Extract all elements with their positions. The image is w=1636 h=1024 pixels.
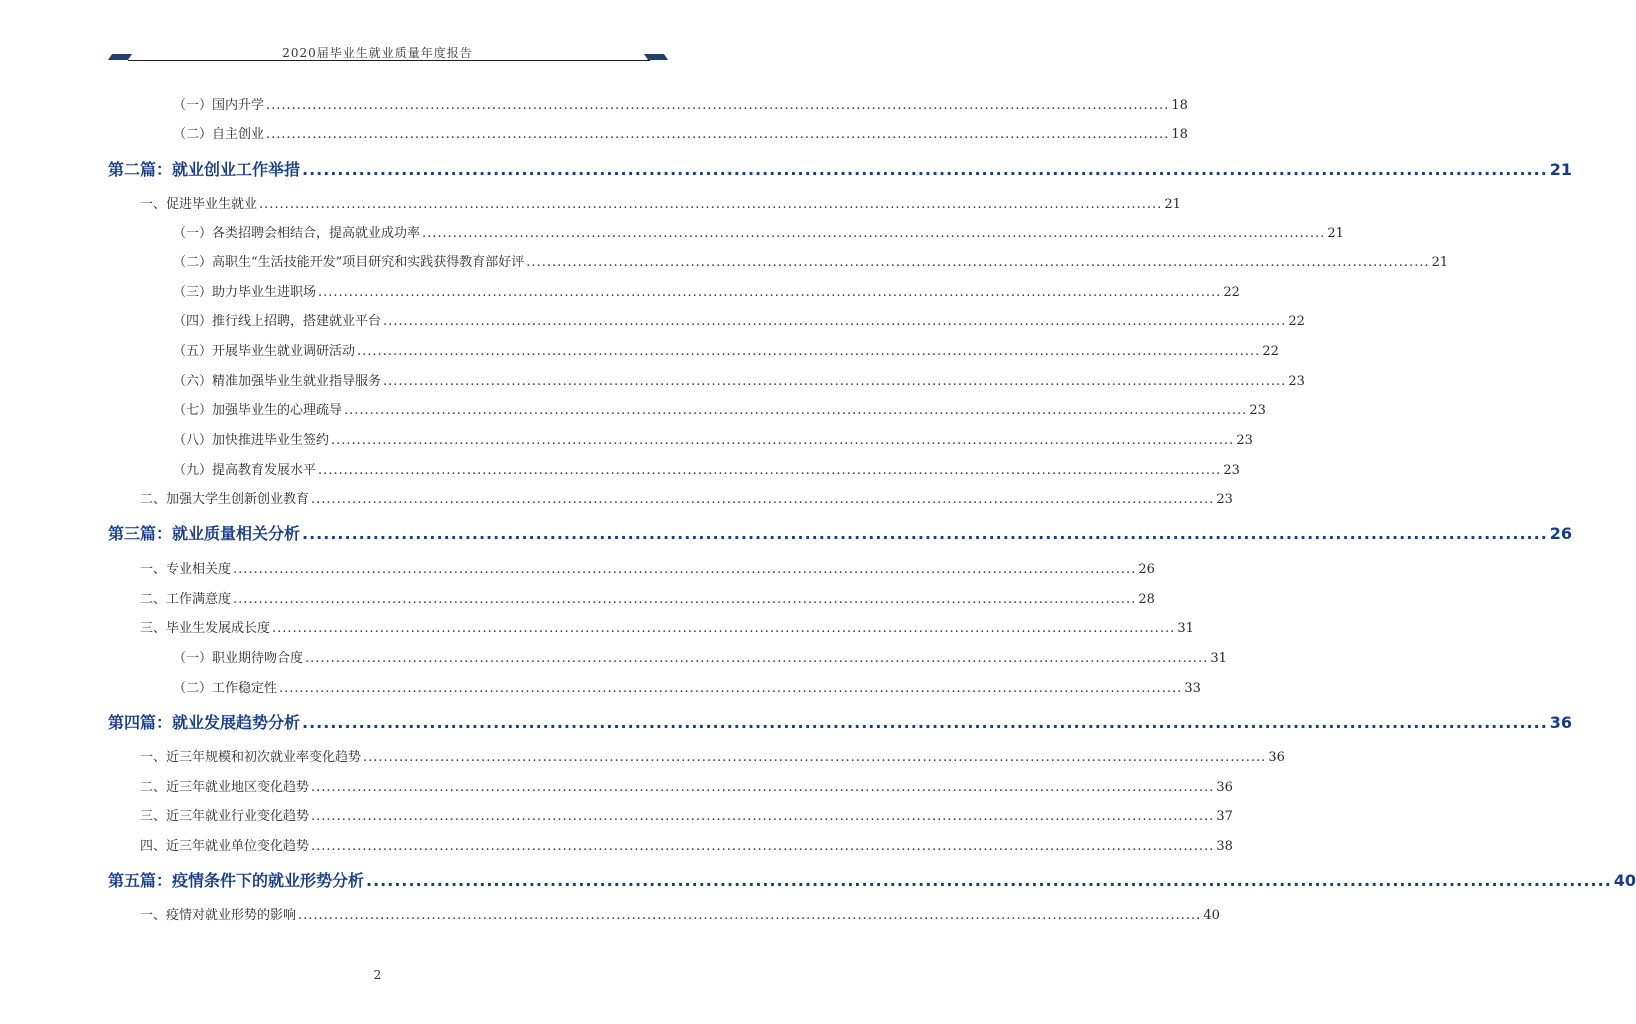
toc-entry-label: 第四篇：就业发展趋势分析 (108, 713, 301, 732)
toc-entry-label: 一、疫情对就业形势的影响 (140, 908, 297, 923)
toc-page-number: 36 (1216, 780, 1233, 795)
toc-page-number: 28 (1138, 592, 1155, 607)
toc-page-number: 40 (1203, 908, 1220, 923)
dot-leader: ................................................................................................................................................................................ (383, 314, 1287, 329)
dot-leader: ................................................................................................................................................................................ (233, 562, 1137, 577)
dot-leader: ................................................................................................................................................................................ (302, 160, 1548, 179)
toc-page-number: 26 (1549, 524, 1573, 543)
toc-entry-label: （二）工作稳定性 (173, 681, 278, 696)
toc-page-number: 22 (1262, 344, 1279, 359)
toc-page-number: 21 (1549, 160, 1573, 179)
dot-leader: ................................................................................................................................................................................ (259, 197, 1163, 212)
toc-entry-label: （七）加强毕业生的心理疏导 (173, 403, 343, 418)
toc-entry-chapter[interactable] (108, 713, 1573, 732)
toc-entry-label: 一、促进毕业生就业 (140, 197, 258, 212)
toc-entry-sub[interactable] (173, 126, 1188, 144)
dot-leader: ................................................................................................................................................................................ (422, 226, 1326, 241)
toc-entry-sub[interactable] (173, 97, 1188, 115)
toc-entry-label: （二）自主创业 (173, 127, 265, 142)
dot-leader: ................................................................................................................................................................................ (279, 681, 1183, 696)
dot-leader: ................................................................................................................................................................................ (526, 255, 1430, 270)
dot-leader: ................................................................................................................................................................................ (318, 285, 1222, 300)
toc-entry-sub[interactable] (173, 462, 1240, 480)
toc-page-number: 31 (1210, 651, 1227, 666)
toc-entry-label: 二、近三年就业地区变化趋势 (140, 780, 310, 795)
toc-entry-section[interactable] (140, 838, 1233, 856)
toc-page-number: 26 (1138, 562, 1155, 577)
dot-leader: ................................................................................................................................................................................ (266, 127, 1170, 142)
toc-entry-label: 一、近三年规模和初次就业率变化趋势 (140, 750, 362, 765)
toc-entry-section[interactable] (140, 907, 1220, 925)
toc-page-number: 23 (1288, 374, 1305, 389)
dot-leader: ................................................................................................................................................................................ (366, 871, 1612, 890)
page-number-footer: 2 (373, 968, 382, 982)
toc-entry-sub[interactable] (173, 254, 1449, 272)
toc-entry-label: （九）提高教育发展水平 (173, 463, 317, 478)
toc-entry-label: （二）高职生“生活技能开发”项目研究和实践获得教育部好评 (173, 255, 525, 270)
dot-leader: ................................................................................................................................................................................ (311, 780, 1215, 795)
toc-entry-section[interactable] (140, 491, 1233, 509)
toc-page-number: 36 (1268, 750, 1285, 765)
toc-page-number: 23 (1223, 463, 1240, 478)
toc-page-number: 23 (1236, 433, 1253, 448)
toc-entry-label: （一）各类招聘会相结合，提高就业成功率 (173, 226, 421, 241)
toc-entry-chapter[interactable] (108, 871, 1636, 890)
dot-leader: ................................................................................................................................................................................ (331, 433, 1235, 448)
header-rule (128, 60, 650, 61)
toc-entry-label: 二、工作满意度 (140, 592, 232, 607)
toc-page-number: 21 (1164, 197, 1181, 212)
toc-page-number: 37 (1216, 809, 1233, 824)
dot-leader: ................................................................................................................................................................................ (383, 374, 1287, 389)
toc-entry-sub[interactable] (173, 432, 1253, 450)
toc-page-number: 40 (1613, 871, 1636, 890)
toc-entry-label: 四、近三年就业单位变化趋势 (140, 839, 310, 854)
toc-entry-label: 第五篇：疫情条件下的就业形势分析 (108, 871, 365, 890)
toc-entry-label: （八）加快推进毕业生签约 (173, 433, 330, 448)
toc-entry-label: 第二篇：就业创业工作举措 (108, 160, 301, 179)
toc-entry-label: （一）职业期待吻合度 (173, 651, 304, 666)
toc-entry-section[interactable] (140, 591, 1155, 609)
toc-page-number: 23 (1249, 403, 1266, 418)
toc-page-number: 18 (1171, 98, 1188, 113)
dot-leader: ................................................................................................................................................................................ (298, 908, 1202, 923)
toc-entry-label: （六）精准加强毕业生就业指导服务 (173, 374, 382, 389)
toc-entry-section[interactable] (140, 561, 1155, 579)
toc-entry-label: 三、毕业生发展成长度 (140, 621, 271, 636)
dot-leader: ................................................................................................................................................................................ (311, 839, 1215, 854)
toc-entry-sub[interactable] (173, 313, 1305, 331)
toc-entry-sub[interactable] (173, 680, 1201, 698)
toc-entry-label: 一、专业相关度 (140, 562, 232, 577)
dot-leader: ................................................................................................................................................................................ (302, 524, 1548, 543)
toc-entry-label: （四）推行线上招聘，搭建就业平台 (173, 314, 382, 329)
running-header: 2020届毕业生就业质量年度报告 (282, 46, 473, 60)
toc-entry-section[interactable] (140, 620, 1194, 638)
toc-entry-section[interactable] (140, 779, 1233, 797)
dot-leader: ................................................................................................................................................................................ (233, 592, 1137, 607)
toc-entry-sub[interactable] (173, 225, 1344, 243)
toc-page-number: 23 (1216, 492, 1233, 507)
toc-page-number: 33 (1184, 681, 1201, 696)
dot-leader: ................................................................................................................................................................................ (272, 621, 1176, 636)
toc-entry-chapter[interactable] (108, 160, 1573, 179)
dot-leader: ................................................................................................................................................................................ (318, 463, 1222, 478)
toc-entry-sub[interactable] (173, 373, 1305, 391)
toc-entry-label: 第三篇：就业质量相关分析 (108, 524, 301, 543)
toc-entry-sub[interactable] (173, 402, 1266, 420)
toc-page-number: 36 (1549, 713, 1573, 732)
dot-leader: ................................................................................................................................................................................ (266, 98, 1170, 113)
toc-entry-sub[interactable] (173, 343, 1279, 361)
toc-page-number: 21 (1431, 255, 1449, 270)
toc-entry-label: （三）助力毕业生进职场 (173, 285, 317, 300)
toc-entry-sub[interactable] (173, 650, 1227, 668)
toc-page-number: 38 (1216, 839, 1233, 854)
toc-entry-section[interactable] (140, 749, 1285, 767)
dot-leader: ................................................................................................................................................................................ (357, 344, 1261, 359)
dot-leader: ................................................................................................................................................................................ (344, 403, 1248, 418)
dot-leader: ................................................................................................................................................................................ (363, 750, 1267, 765)
dot-leader: ................................................................................................................................................................................ (311, 492, 1215, 507)
toc-entry-label: 二、加强大学生创新创业教育 (140, 492, 310, 507)
toc-page-number: 21 (1327, 226, 1344, 241)
dot-leader: ................................................................................................................................................................................ (311, 809, 1215, 824)
dot-leader: ................................................................................................................................................................................ (305, 651, 1209, 666)
toc-page-number: 31 (1177, 621, 1194, 636)
toc-page-number: 22 (1288, 314, 1305, 329)
toc-page-number: 18 (1171, 127, 1188, 142)
toc-entry-label: （一）国内升学 (173, 98, 265, 113)
toc-entry-chapter[interactable] (108, 524, 1573, 543)
toc-entry-label: （五）开展毕业生就业调研活动 (173, 344, 356, 359)
toc-page-number: 22 (1223, 285, 1240, 300)
toc-entry-sub[interactable] (173, 284, 1240, 302)
toc-entry-section[interactable] (140, 808, 1233, 826)
toc-entry-label: 三、近三年就业行业变化趋势 (140, 809, 310, 824)
dot-leader: ................................................................................................................................................................................ (302, 713, 1548, 732)
toc-entry-section[interactable] (140, 196, 1181, 214)
